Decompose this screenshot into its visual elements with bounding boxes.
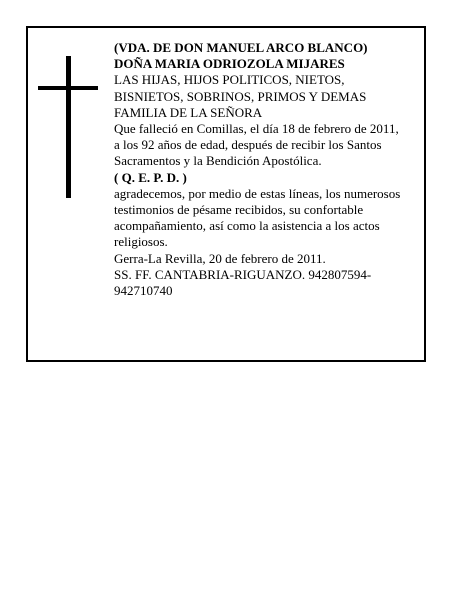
cross-horizontal-bar: [38, 86, 98, 90]
funeral-home-line: SS. FF. CANTABRIA-RIGUANZO. 942807594-: [114, 266, 372, 282]
family-line: LAS HIJAS, HIJOS POLITICOS, NIETOS,: [114, 72, 345, 88]
thanks-line: testimonios de pésame recibidos, su confortable: [114, 202, 364, 218]
heading-deceased-name: DOÑA MARIA ODRIOZOLA MIJARES: [114, 56, 345, 72]
thanks-line: acompañamiento, así como la asistencia a los actos: [114, 218, 380, 234]
death-line: Que falleció en Comillas, el día 18 de febrero de 2011,: [114, 121, 399, 137]
cross-vertical-bar: [66, 56, 71, 198]
death-line: Sacramentos y la Bendición Apostólica.: [114, 153, 322, 169]
family-line: BISNIETOS, SOBRINOS, PRIMOS Y DEMAS: [114, 88, 367, 104]
family-line: FAMILIA DE LA SEÑORA: [114, 104, 263, 120]
thanks-line: religiosos.: [114, 234, 168, 250]
place-date: Gerra-La Revilla, 20 de febrero de 2011.: [114, 250, 326, 266]
notice-text: [114, 40, 420, 299]
rip-text: ( Q. E. P. D. ): [114, 169, 187, 185]
funeral-home-line: 942710740: [114, 283, 173, 299]
cross-icon: [38, 56, 98, 198]
heading-widow-of: (VDA. DE DON MANUEL ARCO BLANCO): [114, 40, 368, 55]
thanks-line: agradecemos, por medio de estas líneas, los numerosos: [114, 185, 401, 201]
obituary-notice: [26, 26, 426, 362]
death-line: a los 92 años de edad, después de recibir los Santos: [114, 137, 382, 153]
